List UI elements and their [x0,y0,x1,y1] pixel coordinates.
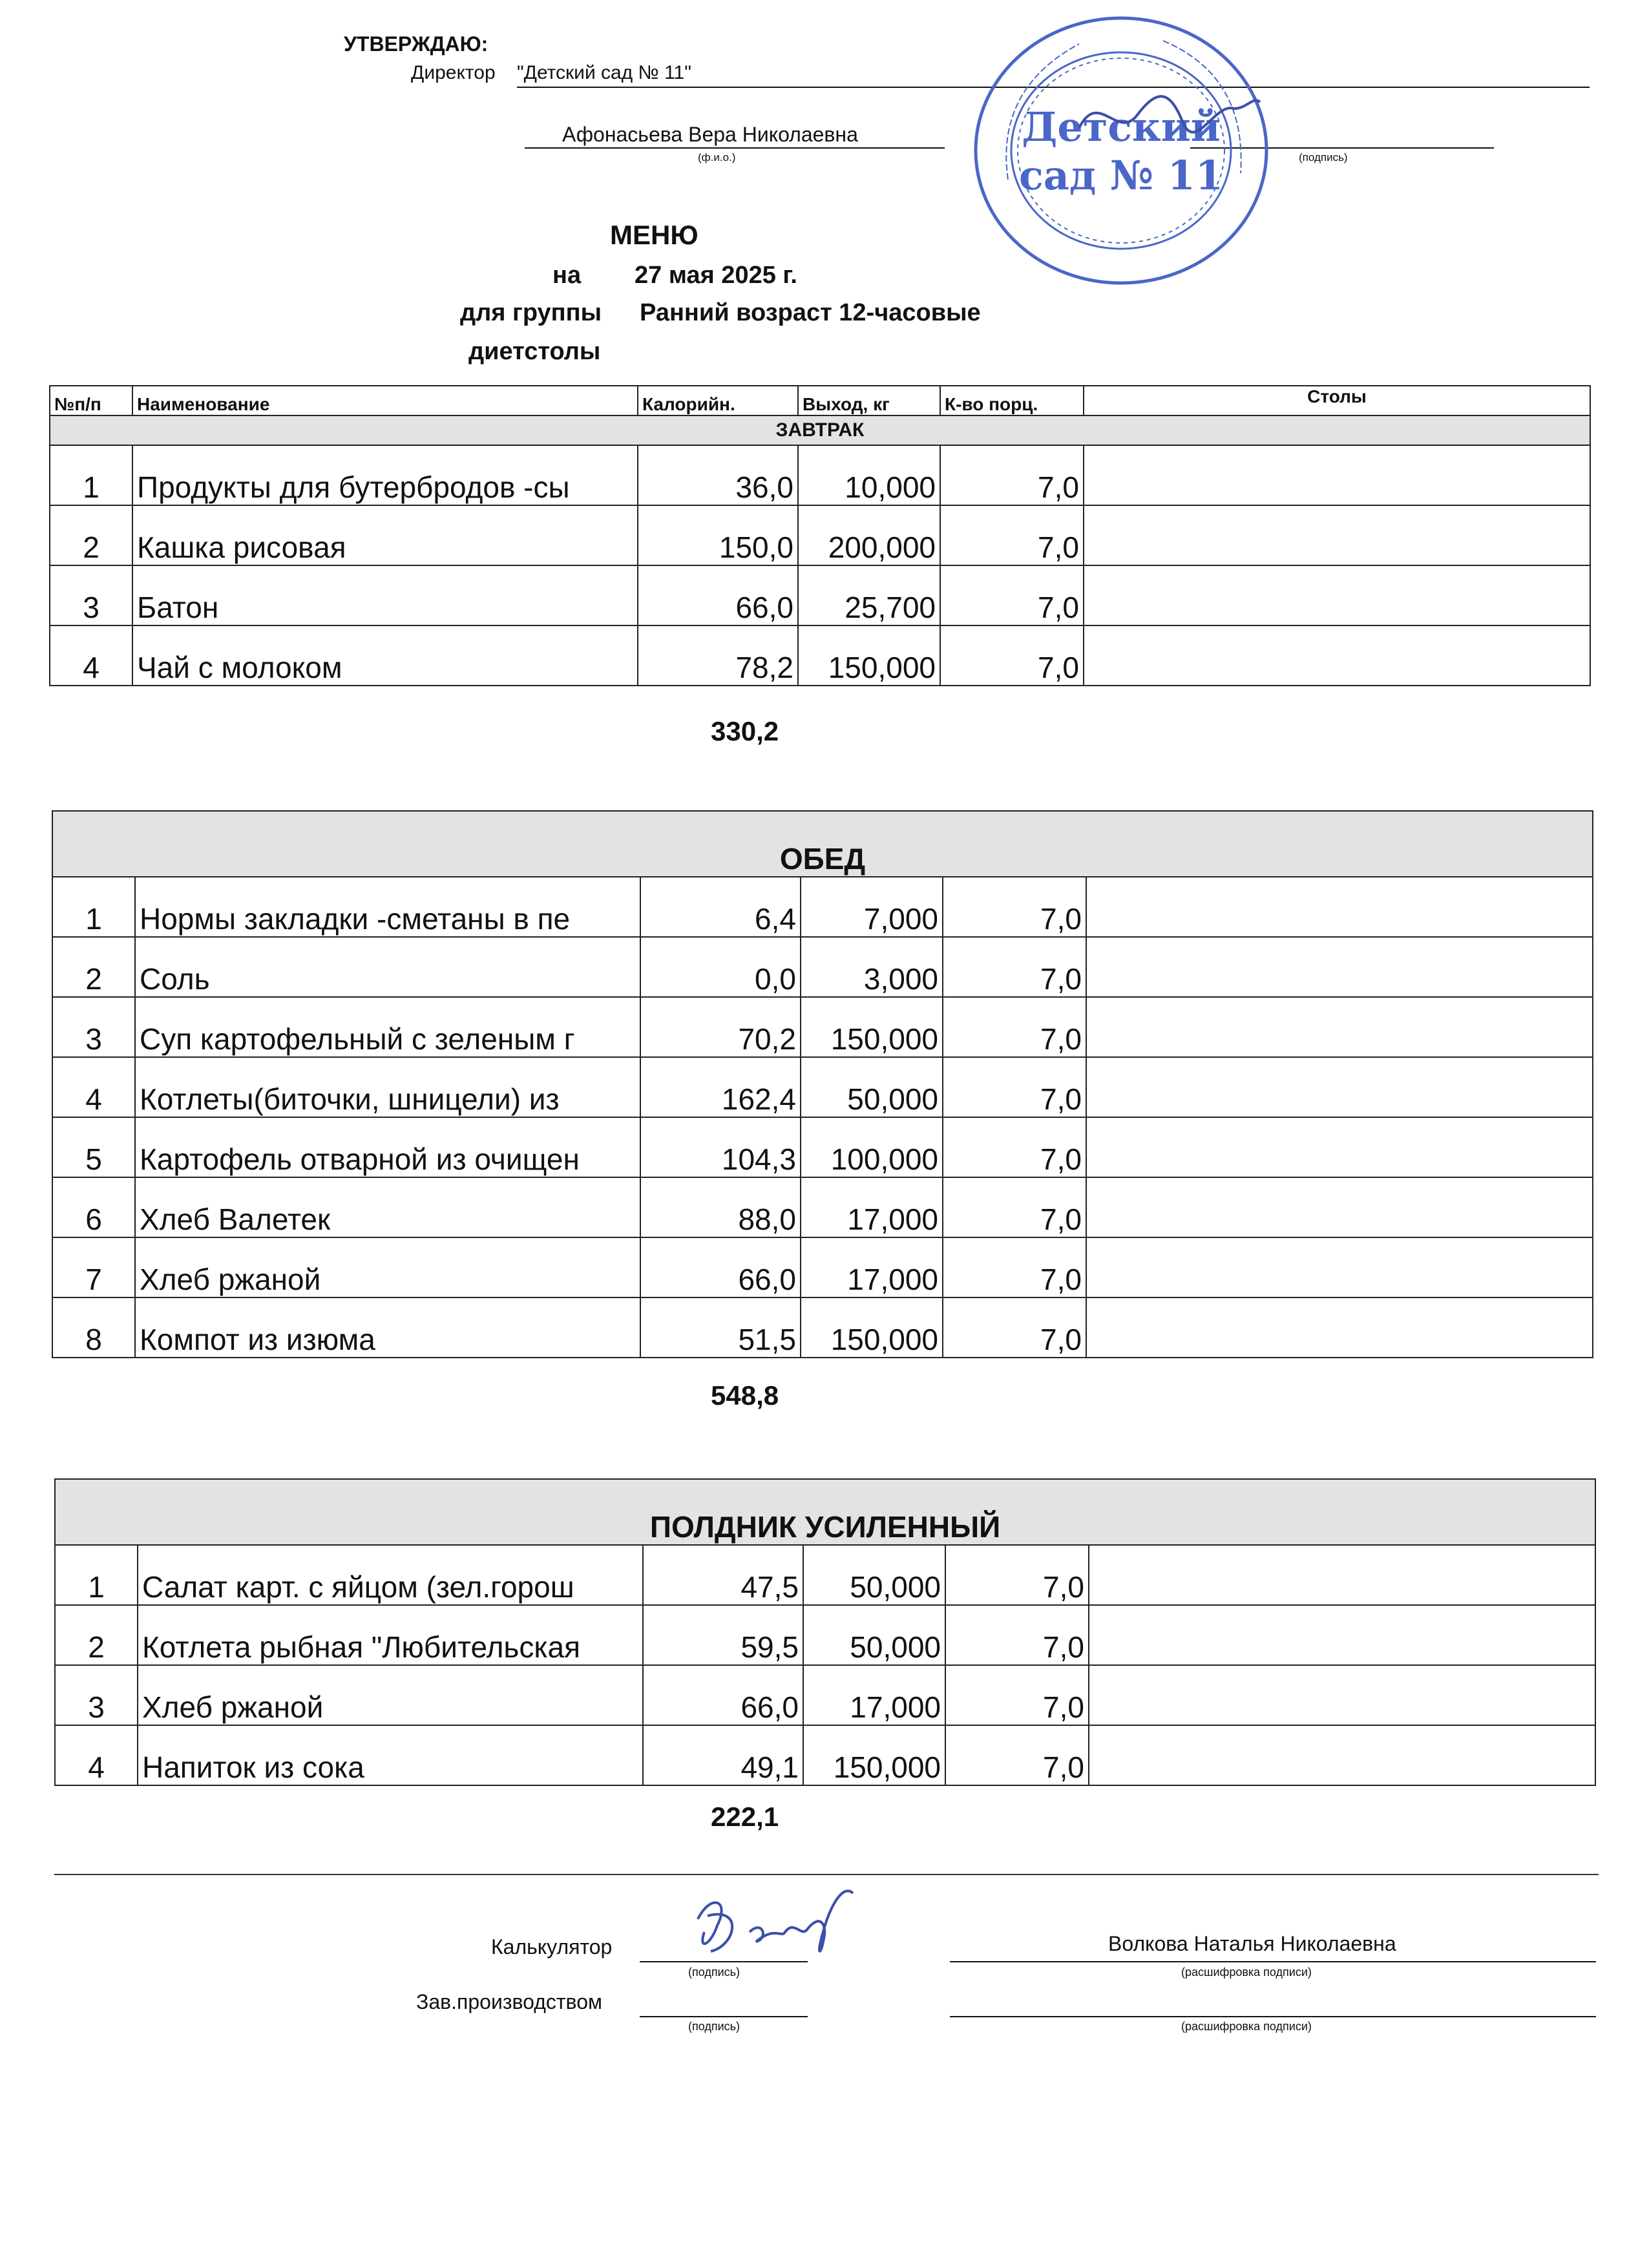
row-tables [1086,997,1593,1057]
row-name: Чай с молоком [132,625,638,686]
row-name: Хлеб ржаной [135,1237,640,1297]
table-row [52,877,1593,937]
row-yield: 17,000 [801,1237,943,1297]
production-head-label: Зав.производством [416,1990,602,2013]
row-name: Соль [135,937,640,997]
row-kcal: 150,0 [638,505,798,565]
row-yield: 200,000 [798,505,940,565]
column-kcal: Калорийн. [638,386,798,415]
row-yield: 100,000 [801,1117,943,1177]
calculator-name: Волкова Наталья Николаевна [1108,1932,1396,1955]
menu-title: МЕНЮ [610,220,698,250]
row-number: 8 [52,1297,135,1358]
column-portions: К-во порц. [940,386,1084,415]
row-name: Котлеты(биточки, шницели) из [135,1057,640,1117]
row-tables [1086,937,1593,997]
section-title-lunch: ОБЕД [52,811,1593,877]
afternoon-snack-total: 222,1 [711,1801,779,1832]
row-name: Суп картофельный с зеленым г [135,997,640,1057]
row-yield: 25,700 [798,565,940,625]
row-portions: 7,0 [945,1605,1089,1665]
row-kcal: 49,1 [643,1725,803,1785]
row-number: 3 [52,997,135,1057]
table-row [52,997,1593,1057]
row-kcal: 162,4 [640,1057,801,1117]
row-portions: 7,0 [943,997,1086,1057]
row-number: 6 [52,1177,135,1237]
calculator-decode-caption: (расшифровка подписи) [1181,1966,1312,1979]
row-number: 1 [55,1545,138,1605]
row-kcal: 51,5 [640,1297,801,1358]
row-number: 2 [52,937,135,997]
menu-group-continued: диетстолы [468,338,601,365]
row-portions: 7,0 [940,445,1084,505]
row-number: 7 [52,1237,135,1297]
row-tables [1084,505,1590,565]
column-name: Наименование [132,386,638,415]
row-portions: 7,0 [940,625,1084,686]
row-kcal: 66,0 [640,1237,801,1297]
row-number: 4 [50,625,132,686]
row-kcal: 59,5 [643,1605,803,1665]
name-caption: (ф.и.о.) [698,151,736,163]
table-row [50,505,1590,565]
column-tables: Столы [1084,386,1590,415]
table-row [50,565,1590,625]
row-tables [1086,1117,1593,1177]
row-tables [1084,625,1590,686]
column-yield: Выход, кг [798,386,940,415]
row-yield: 150,000 [801,1297,943,1358]
row-portions: 7,0 [943,1237,1086,1297]
row-name: Батон [132,565,638,625]
row-name: Хлеб Валетек [135,1177,640,1237]
row-tables [1089,1545,1595,1605]
table-row [52,1057,1593,1117]
sign-caption: (подпись) [1299,151,1348,163]
section-title-breakfast: ЗАВТРАК [50,415,1590,445]
row-tables [1089,1605,1595,1665]
row-yield: 17,000 [801,1177,943,1237]
menu-date: 27 мая 2025 г. [635,262,797,289]
row-number: 5 [52,1117,135,1177]
table-row [52,937,1593,997]
row-yield: 50,000 [801,1057,943,1117]
row-name: Нормы закладки -сметаны в пе [135,877,640,937]
section-title-afternoon-snack: ПОЛДНИК УСИЛЕННЫЙ [55,1479,1595,1545]
approval-title: УТВЕРЖДАЮ: [344,32,488,56]
production-sign-caption: (подпись) [688,2020,740,2033]
lunch-total: 548,8 [711,1380,779,1411]
row-name: Салат карт. с яйцом (зел.горош [138,1545,643,1605]
row-kcal: 66,0 [638,565,798,625]
row-number: 4 [52,1057,135,1117]
row-tables [1086,1297,1593,1358]
row-tables [1084,445,1590,505]
row-portions: 7,0 [943,1117,1086,1177]
row-number: 1 [50,445,132,505]
table-row [55,1725,1595,1785]
row-tables [1086,877,1593,937]
row-kcal: 47,5 [643,1545,803,1605]
row-tables [1086,1057,1593,1117]
calculator-signature-icon [672,1880,879,1971]
row-kcal: 66,0 [643,1665,803,1725]
row-tables [1086,1237,1593,1297]
stamp-text-1: Детский [1022,103,1221,151]
row-number: 3 [55,1665,138,1725]
row-yield: 50,000 [803,1545,945,1605]
row-yield: 3,000 [801,937,943,997]
production-sign-line [640,2016,808,2017]
row-name: Кашка рисовая [132,505,638,565]
row-number: 4 [55,1725,138,1785]
row-portions: 7,0 [943,1057,1086,1117]
table-row [52,1117,1593,1177]
column-header-row [50,386,1590,415]
production-decode-caption: (расшифровка подписи) [1181,2020,1312,2033]
table-row [50,625,1590,686]
row-name: Котлета рыбная "Любительская [138,1605,643,1665]
table-row [52,1297,1593,1358]
menu-group: Ранний возраст 12-часовые [640,299,981,326]
row-kcal: 6,4 [640,877,801,937]
table-row [55,1545,1595,1605]
calculator-decode-line [950,1961,1596,1962]
row-tables [1086,1177,1593,1237]
table-row [52,1237,1593,1297]
row-number: 3 [50,565,132,625]
row-tables [1089,1725,1595,1785]
row-kcal: 88,0 [640,1177,801,1237]
row-number: 1 [52,877,135,937]
row-name: Напиток из сока [138,1725,643,1785]
row-portions: 7,0 [943,1177,1086,1237]
table-row [55,1605,1595,1665]
table-row [55,1665,1595,1725]
director-organization: "Детский сад № 11" [517,62,691,83]
calculator-label: Калькулятор [491,1935,613,1958]
row-yield: 10,000 [798,445,940,505]
calculator-sign-caption: (подпись) [688,1966,740,1979]
row-portions: 7,0 [943,1297,1086,1358]
production-decode-line [950,2016,1596,2017]
row-portions: 7,0 [940,505,1084,565]
row-number: 2 [50,505,132,565]
row-portions: 7,0 [943,937,1086,997]
row-name: Компот из изюма [135,1297,640,1358]
name-underline [525,147,945,149]
row-yield: 150,000 [798,625,940,686]
row-yield: 7,000 [801,877,943,937]
menu-group-label: для группы [460,299,602,326]
organization-stamp-icon [969,12,1273,289]
stamp-text-2: сад № 11 [1018,152,1224,199]
row-yield: 150,000 [803,1725,945,1785]
row-name: Картофель отварной из очищен [135,1117,640,1177]
row-number: 2 [55,1605,138,1665]
director-label: Директор [411,62,496,83]
footer-divider [54,1874,1599,1875]
row-yield: 150,000 [801,997,943,1057]
row-portions: 7,0 [940,565,1084,625]
row-kcal: 36,0 [638,445,798,505]
row-portions: 7,0 [945,1725,1089,1785]
lunch-table [52,810,1593,1358]
table-row [52,1177,1593,1237]
director-name: Афонасьева Вера Николаевна [562,123,858,146]
table-row [50,445,1590,505]
row-kcal: 70,2 [640,997,801,1057]
row-tables [1084,565,1590,625]
breakfast-total: 330,2 [711,716,779,746]
row-tables [1089,1665,1595,1725]
row-yield: 50,000 [803,1605,945,1665]
menu-date-label: на [552,262,582,289]
row-portions: 7,0 [945,1545,1089,1605]
column-num: №п/п [50,386,132,415]
row-kcal: 104,3 [640,1117,801,1177]
breakfast-table [49,385,1591,686]
row-yield: 17,000 [803,1665,945,1725]
row-name: Продукты для бутербродов -сы [132,445,638,505]
row-kcal: 0,0 [640,937,801,997]
afternoon-snack-table [54,1478,1596,1786]
row-portions: 7,0 [943,877,1086,937]
row-portions: 7,0 [945,1665,1089,1725]
row-name: Хлеб ржаной [138,1665,643,1725]
row-kcal: 78,2 [638,625,798,686]
